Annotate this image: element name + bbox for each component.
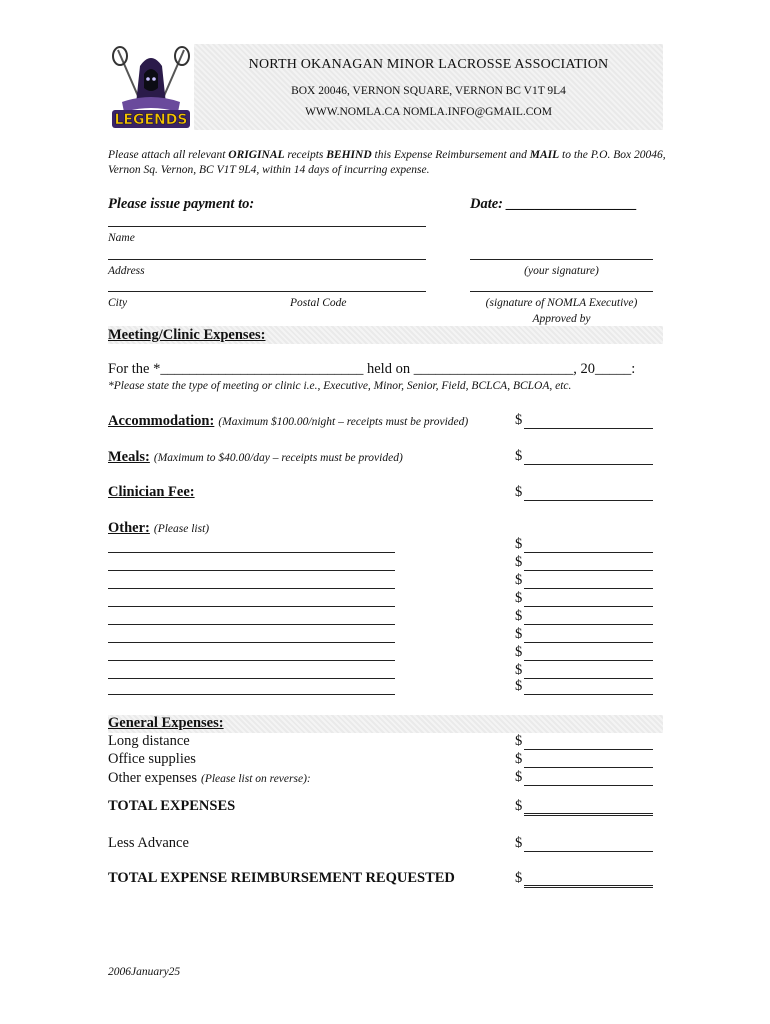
- address-line[interactable]: [108, 259, 426, 260]
- signature-label: (your signature): [524, 265, 599, 277]
- dollar-sign: $: [515, 484, 523, 500]
- dollar-sign: $: [515, 608, 523, 624]
- other-note: (Please list): [153, 523, 210, 535]
- meals-amount-line[interactable]: [524, 464, 653, 465]
- dollar-sign: $: [515, 751, 523, 767]
- office-supplies-amount-line[interactable]: [524, 767, 653, 768]
- total-reimbursement-line[interactable]: [524, 885, 653, 886]
- other-item-line[interactable]: [108, 624, 395, 625]
- other-amount-line[interactable]: [524, 678, 653, 679]
- dollar-sign: $: [515, 870, 523, 886]
- postal-code-label: Postal Code: [290, 297, 347, 309]
- issue-payment-label: Please issue payment to:: [108, 196, 255, 212]
- other-item-line[interactable]: [108, 552, 395, 553]
- name-label: Name: [108, 232, 135, 244]
- dollar-sign: $: [515, 536, 523, 552]
- name-line[interactable]: [108, 226, 426, 227]
- dollar-sign: $: [515, 733, 523, 749]
- legends-logo: [108, 44, 194, 130]
- total-reimbursement-double-line: [524, 887, 653, 888]
- accommodation-amount-line[interactable]: [524, 428, 653, 429]
- clinician-amount-line[interactable]: [524, 500, 653, 501]
- accommodation-row: [108, 412, 468, 430]
- city-label: City: [108, 297, 128, 309]
- meeting-for-the-line[interactable]: For the *____________________________ held on ______________________, 20_____:: [108, 361, 636, 377]
- other-amount-line[interactable]: [524, 642, 653, 643]
- other-amount-line[interactable]: [524, 660, 653, 661]
- other-amount-line[interactable]: [524, 624, 653, 625]
- other-item-line[interactable]: [108, 606, 395, 607]
- meeting-note: *Please state the type of meeting or clinic i.e., Executive, Minor, Senior, Field, BCLCA, BCLOA, etc.: [108, 380, 572, 392]
- meals-label: Meals:: [108, 449, 150, 465]
- general-section-title: General Expenses:: [108, 715, 224, 731]
- dollar-sign: $: [515, 572, 523, 588]
- other-expenses-label: Other expenses: [108, 770, 197, 786]
- other-amount-line[interactable]: [524, 606, 653, 607]
- other-amount-line[interactable]: [524, 588, 653, 589]
- less-advance-line[interactable]: [524, 851, 653, 852]
- approved-by-label: Approved by: [532, 313, 591, 325]
- other-expenses-note: (Please list on reverse):: [200, 773, 311, 785]
- accommodation-label: Accommodation:: [108, 413, 215, 429]
- total-reimbursement-label: TOTAL EXPENSE REIMBURSEMENT REQUESTED: [108, 870, 455, 886]
- meals-note: (Maximum to $40.00/day – receipts must be provided): [153, 452, 403, 464]
- other-row: [108, 519, 209, 537]
- other-item-line[interactable]: [108, 678, 395, 679]
- accommodation-note: (Maximum $100.00/night – receipts must be provided): [218, 416, 469, 428]
- dollar-sign: $: [515, 412, 523, 428]
- other-item-line[interactable]: [108, 570, 395, 571]
- dollar-sign: $: [515, 554, 523, 570]
- date-label: Date: __________________: [470, 196, 638, 212]
- less-advance-label: Less Advance: [108, 835, 189, 851]
- office-supplies-label: Office supplies: [108, 751, 196, 767]
- dollar-sign: $: [515, 798, 523, 814]
- total-expenses-line[interactable]: [524, 813, 653, 814]
- other-item-line[interactable]: [108, 642, 395, 643]
- dollar-sign: $: [515, 644, 523, 660]
- other-label: Other:: [108, 520, 150, 536]
- dollar-sign: $: [515, 678, 523, 694]
- dollar-sign: $: [515, 835, 523, 851]
- exec-signature-label: (signature of NOMLA Executive): [485, 297, 638, 309]
- svg-text:LEGENDS: LEGENDS: [114, 112, 188, 128]
- other-item-line[interactable]: [108, 588, 395, 589]
- address-label: Address: [108, 265, 145, 277]
- meals-row: [108, 448, 403, 466]
- dollar-sign: $: [515, 769, 523, 785]
- org-address: BOX 20046, VERNON SQUARE, VERNON BC V1T 9L4: [291, 85, 566, 97]
- other-amount-line[interactable]: [524, 694, 653, 695]
- footer-date-code: 2006January25: [108, 966, 181, 978]
- dollar-sign: $: [515, 626, 523, 642]
- signature-line[interactable]: [470, 259, 653, 260]
- org-web-email: WWW.NOMLA.CA NOMLA.INFO@GMAIL.COM: [305, 106, 552, 118]
- long-distance-label: Long distance: [108, 733, 190, 749]
- other-amount-line[interactable]: [524, 552, 653, 553]
- other-expenses-row: [108, 769, 311, 787]
- other-item-line[interactable]: [108, 660, 395, 661]
- total-expenses-label: TOTAL EXPENSES: [108, 798, 236, 814]
- other-expenses-amount-line[interactable]: [524, 785, 653, 786]
- dollar-sign: $: [515, 662, 523, 678]
- org-name: NORTH OKANAGAN MINOR LACROSSE ASSOCIATION: [248, 57, 609, 72]
- city-line[interactable]: [108, 291, 426, 292]
- other-item-line[interactable]: [108, 694, 395, 695]
- instructions: Please attach all relevant ORIGINAL receipts BEHIND this Expense Reimbursement and MAIL to the P.O. Box 20046, Vernon Sq. Vernon, BC V1T 9L4, within 14 days of incurring expense.: [108, 149, 666, 176]
- dollar-sign: $: [515, 448, 523, 464]
- meeting-section-title: Meeting/Clinic Expenses:: [108, 327, 266, 343]
- other-amount-line[interactable]: [524, 570, 653, 571]
- long-distance-amount-line[interactable]: [524, 749, 653, 750]
- exec-signature-line[interactable]: [470, 291, 653, 292]
- total-expenses-double-line: [524, 815, 653, 816]
- dollar-sign: $: [515, 590, 523, 606]
- clinician-fee-label: Clinician Fee:: [108, 484, 195, 500]
